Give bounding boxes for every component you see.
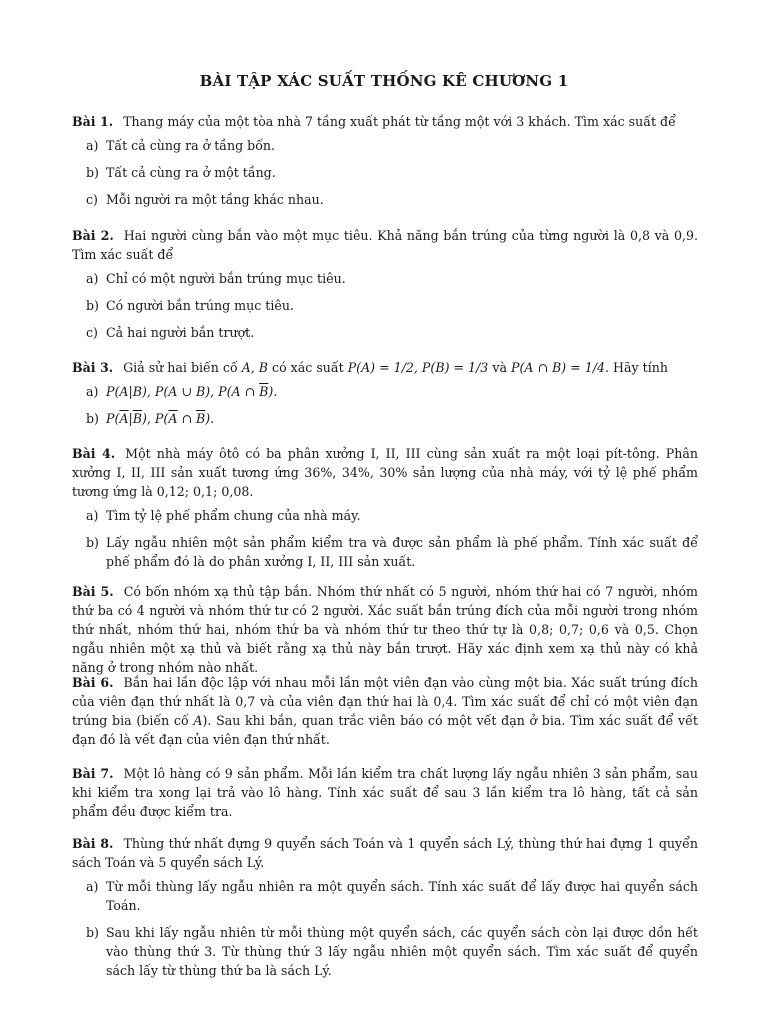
math-events: A, B <box>241 360 269 375</box>
problem-6 <box>72 673 698 749</box>
problem-label: Bài 6. <box>72 675 114 690</box>
problem-text: Thùng thứ nhất đựng 9 quyển sách Toán và 1 quyển sách Lý, thùng thứ hai đựng 1 quyển sách Toán và 5 quyển sách Lý. <box>72 836 699 870</box>
problem-1 <box>72 112 698 217</box>
math-probabilities: P(A) = 1/2, P(B) = 1/3 <box>347 360 489 375</box>
problem-label: Bài 7. <box>72 766 114 781</box>
problem-text: Bắn hai lần độc lập với nhau mỗi lần một viên đạn vào cùng một bia. Xác suất trúng đích của viên đạn thứ nhất là 0,7 và của viên đạn thứ hai là 0,4. Tìm xác suất để chỉ có một viên đạn trúng bia (biến cố <box>72 675 698 728</box>
item-text: Sau khi lấy ngẫu nhiên từ mỗi thùng một quyển sách, các quyển sách còn lại được dồn hết vào thùng thứ 3. Từ thùng thứ 3 lấy ngẫu nhiên một quyển sách. Tìm xác suất để quyển sách lấy từ thùng thứ ba là sách Lý. <box>106 925 698 978</box>
problem-5 <box>72 582 698 677</box>
problem-label: Bài 3. <box>72 360 114 375</box>
math-expression: ). <box>268 384 278 399</box>
problem-text: ). Sau khi bắn, quan trắc viên báo có một vết đạn ở bia. Tìm xác suất để vết đạn đó là vết đạn của viên đạn thứ nhất. <box>72 713 698 747</box>
math-expression: | <box>128 411 133 426</box>
math-expression: P( <box>106 411 120 426</box>
item-text: Mỗi người ra một tầng khác nhau. <box>106 192 324 207</box>
sub-item <box>72 190 698 209</box>
item-text: Tất cả cùng ra ở một tầng. <box>106 165 276 180</box>
item-marker: a) <box>86 271 99 286</box>
math-expression: ), P( <box>142 411 169 426</box>
problem-text: Hai người cùng bắn vào một mục tiêu. Khả năng bắn trúng của từng người là 0,8 và 0,9. Tìm xác suất để <box>72 228 698 262</box>
sub-item <box>72 296 698 315</box>
math-expression: P(A|B), P(A ∪ B), P(A ∩ <box>106 384 260 399</box>
math-expression: ). <box>205 411 215 426</box>
problem-7 <box>72 764 698 821</box>
problem-8 <box>72 834 698 988</box>
sub-item <box>72 323 698 342</box>
item-marker: b) <box>86 165 99 180</box>
item-marker: b) <box>86 298 99 313</box>
sub-item <box>72 923 698 980</box>
sub-item <box>72 163 698 182</box>
item-text: Tìm tỷ lệ phế phẩm chung của nhà máy. <box>106 508 361 523</box>
problem-text: Một nhà máy ôtô có ba phân xưởng I, II, III cùng sản xuất ra một loại pít-tông. Phân xưởng I, II, III sản xuất tương ứng 36%, 34%, 30% sản lượng của nhà máy, với tỷ lệ phế phẩm tương ứng là 0,12; 0,1; 0,08. <box>72 446 698 499</box>
text-segment: . Hãy tính <box>605 360 668 375</box>
problem-label: Bài 4. <box>72 446 116 461</box>
item-marker: a) <box>86 879 99 894</box>
item-marker: c) <box>86 192 98 207</box>
text-segment: Giả sử hai biến cố <box>123 360 242 375</box>
math-intersection: P(A ∩ B) = 1/4 <box>510 360 606 375</box>
sub-item <box>72 382 698 401</box>
sub-item <box>72 409 698 428</box>
problem-2 <box>72 226 698 350</box>
math-complement: $\overline{B}$ <box>259 384 269 399</box>
problem-text: Thang máy của một tòa nhà 7 tầng xuất phát từ tầng một với 3 khách. Tìm xác suất để <box>123 114 676 129</box>
item-marker: a) <box>86 384 99 399</box>
problem-label: Bài 2. <box>72 228 114 243</box>
item-marker: a) <box>86 508 99 523</box>
item-text: Lấy ngẫu nhiên một sản phẩm kiểm tra và được sản phẩm là phế phẩm. Tính xác suất để phế phẩm đó là do phân xưởng I, II, III sản xuất. <box>106 535 698 569</box>
math-event: A <box>193 713 203 728</box>
math-complement: $\overline{B}$ <box>196 411 206 426</box>
item-marker: b) <box>86 925 99 940</box>
page-title: BÀI TẬP XÁC SUẤT THỐNG KÊ CHƯƠNG 1 <box>199 72 569 90</box>
item-text: Từ mỗi thùng lấy ngẫu nhiên ra một quyển sách. Tính xác suất để lấy được hai quyển sách Toán. <box>106 879 698 913</box>
item-text: Cả hai người bắn trượt. <box>106 325 255 340</box>
item-text: Chỉ có một người bắn trúng mục tiêu. <box>106 271 346 286</box>
text-segment: có xác suất <box>268 360 348 375</box>
problem-text: Có bốn nhóm xạ thủ tập bắn. Nhóm thứ nhất có 5 người, nhóm thứ hai có 7 người, nhóm thứ ba có 4 người và nhóm thứ tư có 2 người. Xác suất bắn trúng đích của mỗi người trong nhóm thứ nhất, nhóm thứ hai, nhóm thứ ba và nhóm thứ tư theo thứ tự là 0,8; 0,7; 0,6 và 0,5. Chọn ngẫu nhiên một xạ thủ và biết rằng xạ thủ này bắn trượt. Hãy xác định xem xạ thủ này có khả năng ở trong nhóm nào nhất. <box>72 584 698 675</box>
problem-text: Một lô hàng có 9 sản phẩm. Mỗi lần kiểm tra chất lượng lấy ngẫu nhiên 3 sản phẩm, sau khi kiểm tra xong lại trả vào lô hàng. Tính xác suất để sau 3 lần kiểm tra lô hàng, tất cả sản phẩm đều được kiểm tra. <box>72 766 698 819</box>
item-marker: c) <box>86 325 98 340</box>
item-marker: b) <box>86 411 99 426</box>
sub-item <box>72 877 698 915</box>
problem-label: Bài 1. <box>72 114 114 129</box>
sub-item <box>72 506 698 525</box>
problem-4 <box>72 444 698 579</box>
problem-label: Bài 8. <box>72 836 114 851</box>
problem-label: Bài 5. <box>72 584 114 599</box>
problem-3 <box>72 358 698 436</box>
math-complement: $\overline{A}$ <box>168 411 178 426</box>
item-marker: a) <box>86 138 99 153</box>
sub-item <box>72 533 698 571</box>
item-text: Có người bắn trúng mục tiêu. <box>106 298 294 313</box>
item-marker: b) <box>86 535 99 550</box>
item-text: Tất cả cùng ra ở tầng bốn. <box>106 138 276 153</box>
text-segment: và <box>488 360 511 375</box>
sub-item <box>72 269 698 288</box>
math-complement: $\overline{A}$ <box>119 411 129 426</box>
math-complement: $\overline{B}$ <box>132 411 143 426</box>
sub-item <box>72 136 698 155</box>
math-expression: ∩ <box>177 411 196 426</box>
